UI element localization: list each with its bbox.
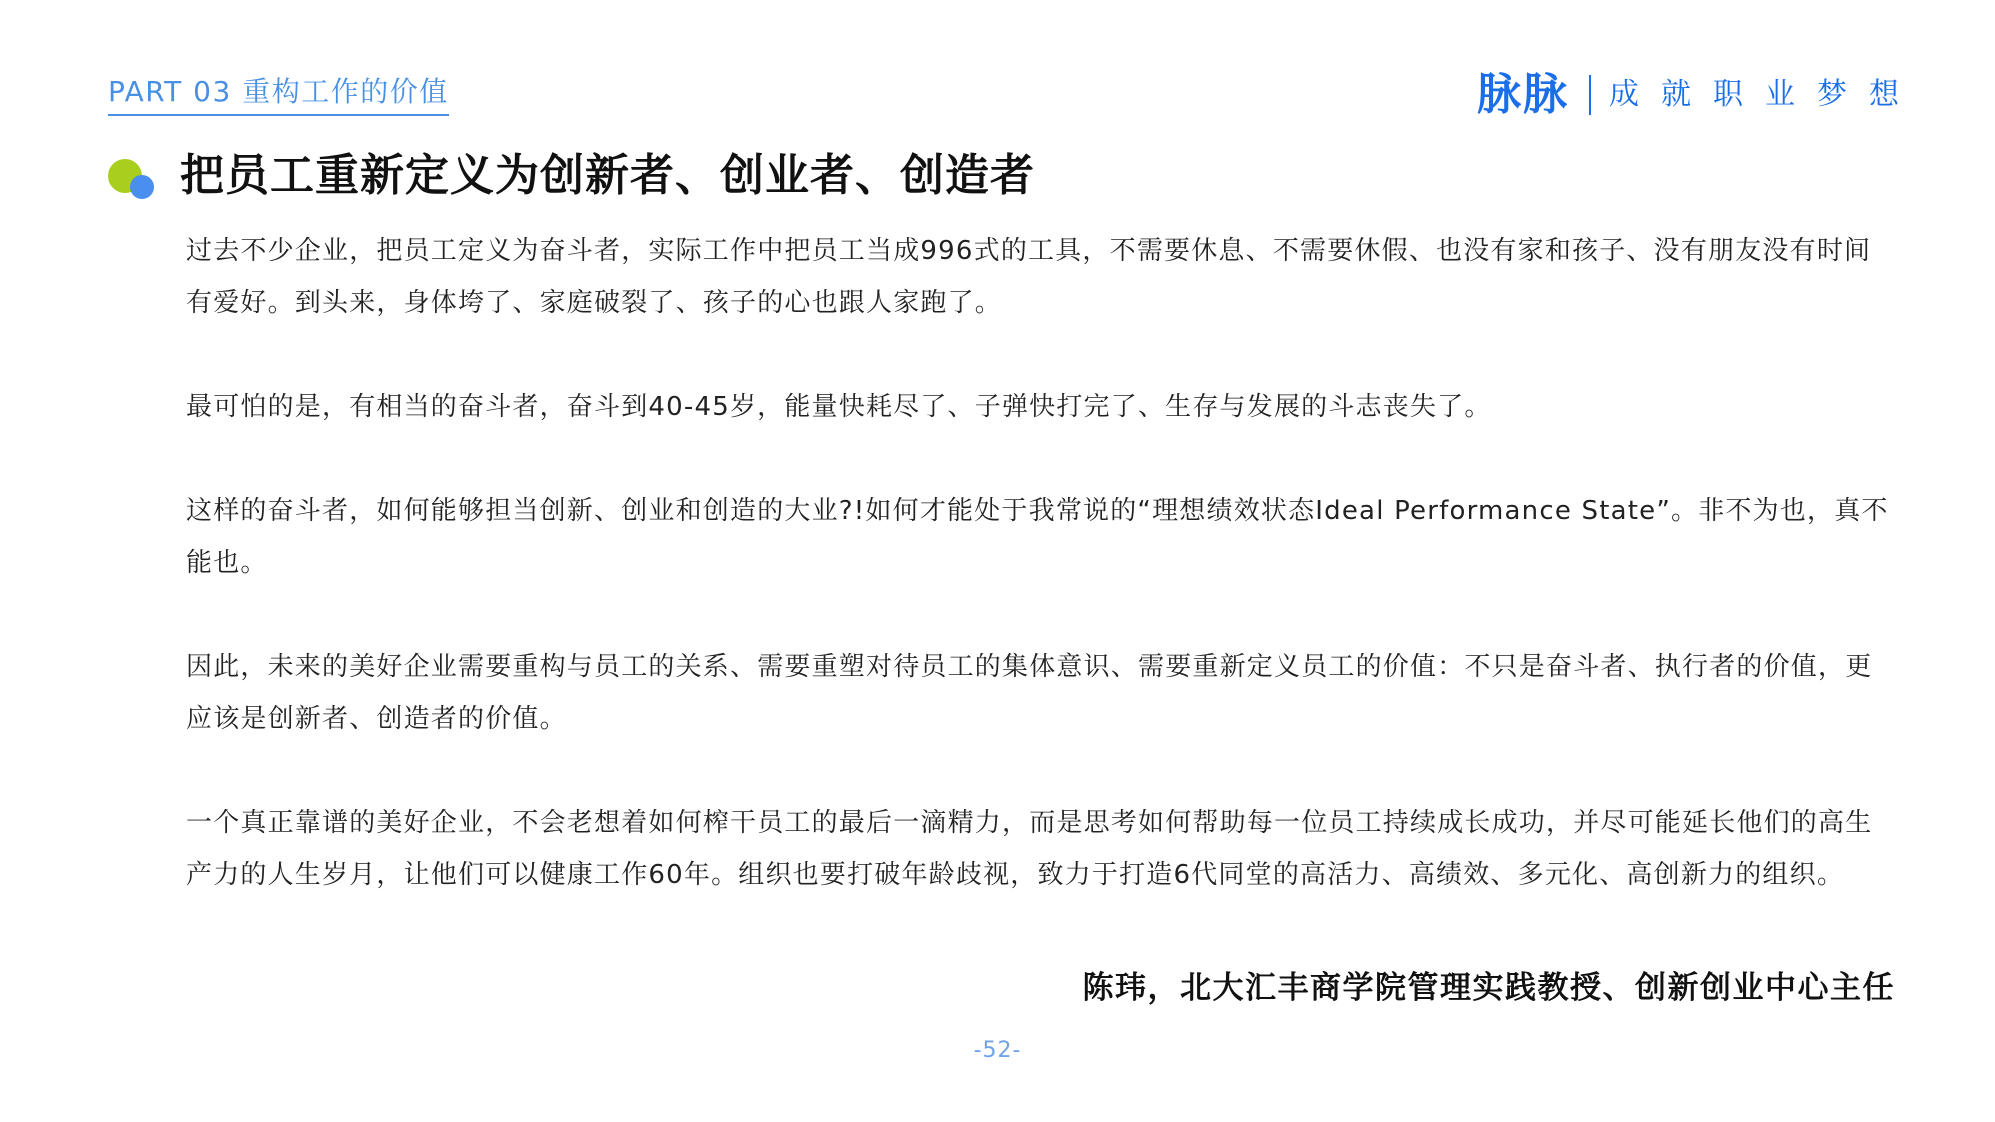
blue-dot-icon xyxy=(130,175,154,199)
bullet-dots-icon xyxy=(108,151,158,201)
paragraph-4: 因此，未来的美好企业需要重构与员工的关系、需要重塑对待员工的集体意识、需要重新定义员工的价值：不只是奋斗者、执行者的价值，更应该是创新者、创造者的价值。 xyxy=(186,652,1873,734)
page-number: -52- xyxy=(973,1038,1022,1063)
brand-divider xyxy=(1589,75,1591,115)
article-body xyxy=(186,225,1896,901)
brand-logo xyxy=(1477,69,1921,120)
paragraph-1: 过去不少企业，把员工定义为奋斗者，实际工作中把员工当成996式的工具，不需要休息、不需要休假、也没有家和孩子、没有朋友没有时间有爱好。到头来，身体垮了、家庭破裂了、孩子的心也跟人家跑了。 xyxy=(186,236,1872,318)
paragraph-2: 最可怕的是，有相当的奋斗者，奋斗到40-45岁，能量快耗尽了、子弹快打完了、生存与发展的斗志丧失了。 xyxy=(186,392,1492,422)
paragraph-5: 一个真正靠谱的美好企业，不会老想着如何榨干员工的最后一滴精力，而是思考如何帮助每一位员工持续成长成功，并尽可能延长他们的高生产力的人生岁月，让他们可以健康工作60年。组织也要打破年龄歧视，致力于打造6代同堂的高活力、高绩效、多元化、高创新力的组织。 xyxy=(186,808,1873,890)
page-title: 把员工重新定义为创新者、创业者、创造者 xyxy=(180,150,1035,201)
author-attribution: 陈玮，北大汇丰商学院管理实践教授、创新创业中心主任 xyxy=(1082,970,1895,1006)
part-label: PART 03 重构工作的价值 xyxy=(108,74,449,116)
brand-slogan: 成就职业梦想 xyxy=(1609,77,1921,112)
paragraph-3: 这样的奋斗者，如何能够担当创新、创业和创造的大业?!如何才能处于我常说的“理想绩效状态Ideal Performance State”。非不为也，真不能也。 xyxy=(186,496,1889,578)
section-title xyxy=(108,148,1035,204)
brand-name: 脉脉 xyxy=(1477,69,1569,120)
